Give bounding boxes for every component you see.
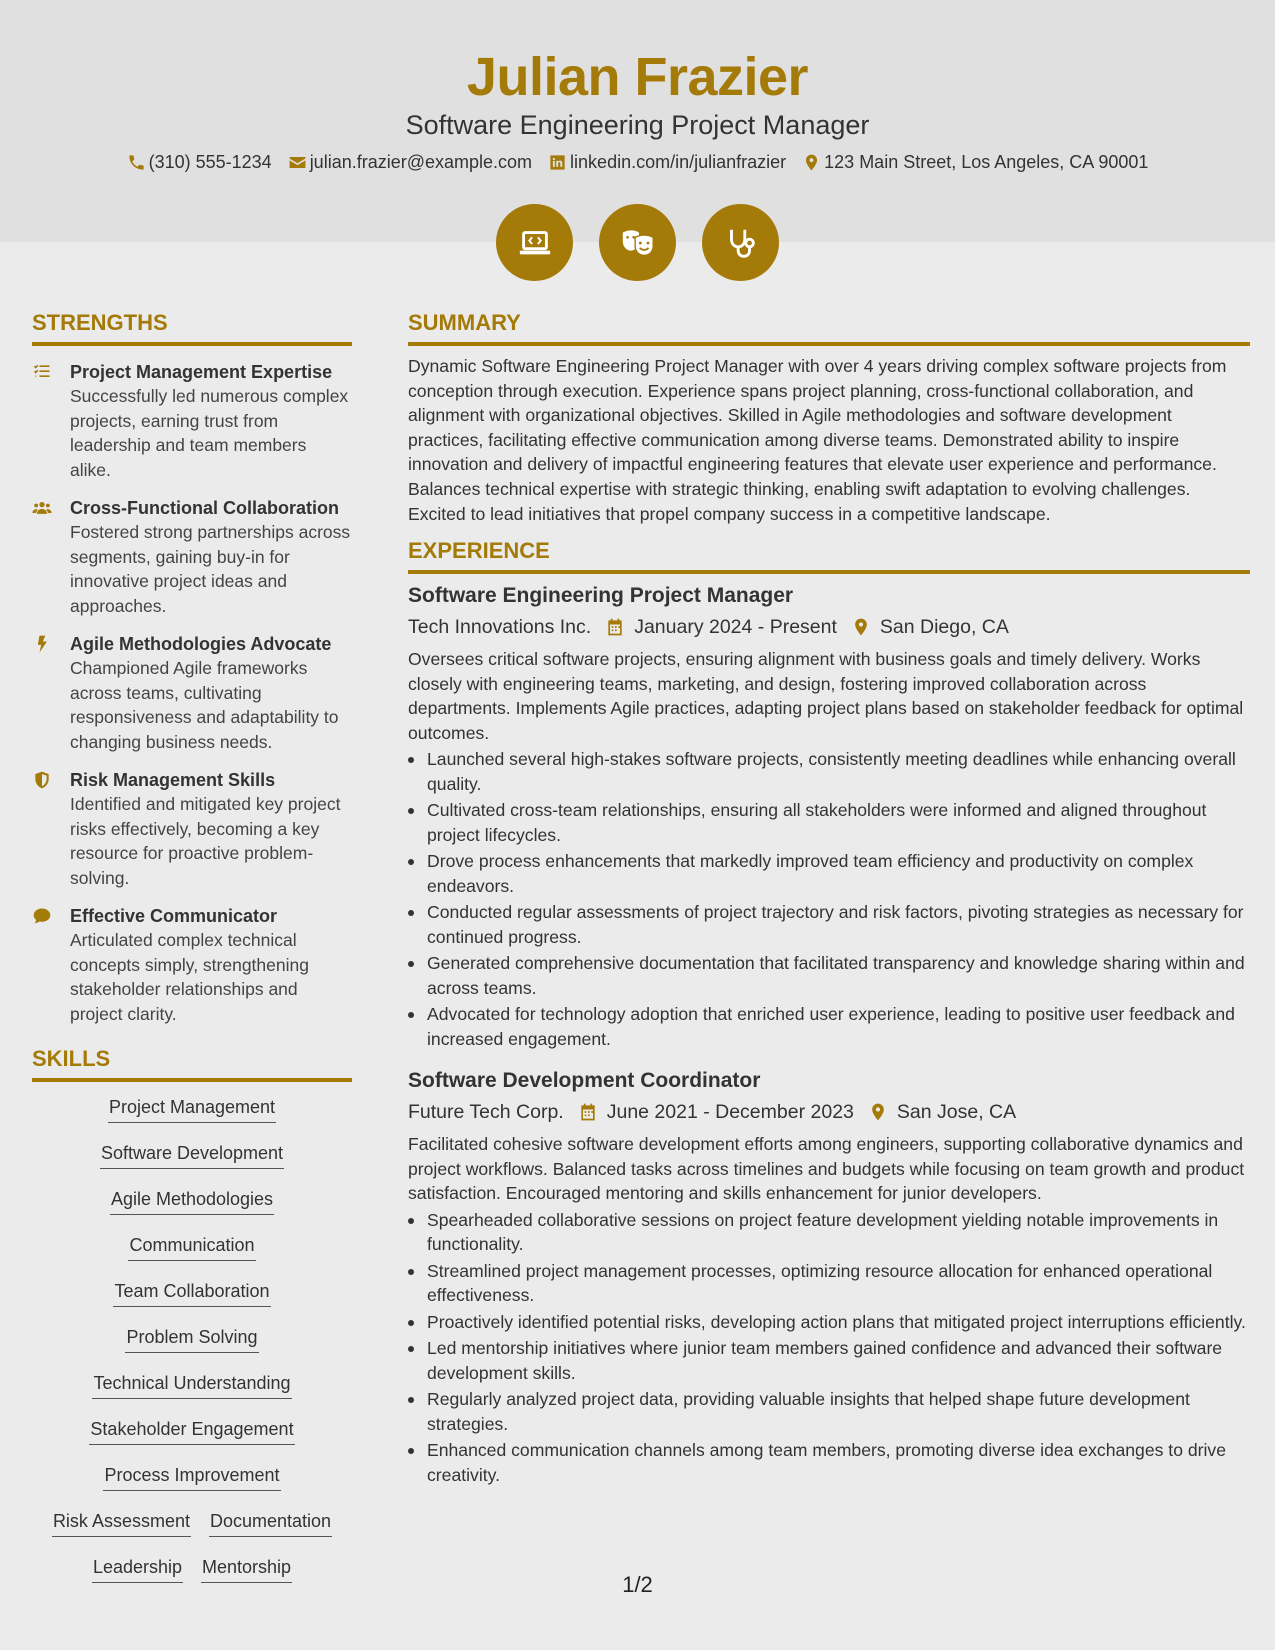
linkedin-icon (548, 153, 567, 172)
job-bullet: Launched several high-stakes software projects, consistently meeting deadlines while enhancing overall quality. (408, 747, 1250, 796)
skill-tag: Documentation (209, 1510, 332, 1537)
address-text: 123 Main Street, Los Angeles, CA 90001 (824, 152, 1149, 172)
job-bullet: Enhanced communication channels among team members, promoting diverse idea exchanges to drive creativity. (408, 1438, 1250, 1487)
job-bullet: Generated comprehensive documentation that facilitated transparency and knowledge sharing within and across teams. (408, 951, 1250, 1000)
strength-item (32, 496, 352, 618)
comment-icon (32, 906, 52, 926)
job-entry (408, 1067, 1250, 1487)
interest-circle-medical (702, 204, 779, 281)
skill-tag: Project Management (108, 1096, 276, 1123)
skill-tag: Leadership (92, 1556, 183, 1583)
candidate-name: Julian Frazier (466, 47, 809, 107)
shield-icon (32, 770, 52, 790)
job-bullet: Regularly analyzed project data, providing valuable insights that helped shape future development strategies. (408, 1387, 1250, 1436)
job-title: Software Engineering Project Manager (408, 584, 794, 608)
candidate-title: Software Engineering Project Manager (405, 110, 870, 140)
list-check-icon (32, 362, 52, 382)
job-dates: June 2021 - December 2023 (606, 1101, 854, 1124)
theater-masks-icon (619, 224, 657, 262)
contact-phone[interactable] (127, 152, 272, 173)
skill-tag: Stakeholder Engagement (89, 1418, 294, 1445)
envelope-icon (288, 153, 307, 172)
summary-text: Dynamic Software Engineering Project Manager with over 4 years driving complex software projects from conception through execution. Experience spans project planning, cross-functional collaboration, and alignment with organizational objectives. Skilled in Agile methodologies and software development practices, facilitating effective communication among diverse teams. Demonstrated ability to inspire innovation and delivery of impactful engineering features that elevate user experience and performance. Balances technical expertise with strategic thinking, enabling swift adaptation to evolving challenges. Excited to lead initiatives that propel company success in a competitive landscape. (408, 356, 1227, 524)
job-bullet: Cultivated cross-team relationships, ensuring all stakeholders were informed and aligned throughout project lifecycles. (408, 798, 1250, 847)
map-pin-icon (802, 153, 821, 172)
skill-tag: Software Development (100, 1142, 284, 1169)
job-entry (408, 582, 1250, 1051)
strength-item (32, 768, 352, 890)
linkedin-text: linkedin.com/in/julianfrazier (570, 152, 787, 172)
job-meta (408, 1098, 1250, 1126)
interest-circle-theater (599, 204, 676, 281)
job-title: Software Development Coordinator (408, 1069, 761, 1093)
skill-tag: Agile Methodologies (110, 1188, 274, 1215)
job-bullet: Conducted regular assessments of project trajectory and risk factors, pivoting strategies as necessary for continued progress. (408, 900, 1250, 949)
strength-desc: Successfully led numerous complex projects, earning trust from leadership and team members alike. (70, 386, 349, 480)
skills-list (32, 1096, 352, 1583)
skill-tag: Team Collaboration (113, 1280, 270, 1307)
job-bullet: Led mentorship initiatives where junior team members gained confidence and advanced their software development skills. (408, 1336, 1250, 1385)
skill-tag: Risk Assessment (52, 1510, 191, 1537)
job-bullets (408, 747, 1250, 1051)
left-column (32, 308, 352, 1583)
email-text: julian.frazier@example.com (309, 152, 533, 172)
job-bullet: Spearheaded collaborative sessions on project feature development yielding notable improvements in functionality. (408, 1208, 1250, 1257)
summary-heading: SUMMARY (408, 308, 1250, 346)
job-bullet: Streamlined project management processes, optimizing resource allocation for enhanced operational effectiveness. (408, 1259, 1250, 1308)
strength-name: Project Management Expertise (70, 362, 333, 382)
stethoscope-icon (722, 224, 760, 262)
job-bullet: Proactively identified potential risks, developing action plans that mitigated project interruptions efficiently. (408, 1310, 1250, 1335)
strength-name: Effective Communicator (70, 906, 278, 926)
skill-tag: Problem Solving (125, 1326, 258, 1353)
job-bullets (408, 1208, 1250, 1488)
strength-desc: Articulated complex technical concepts simply, strengthening stakeholder relationships and project clarity. (70, 930, 309, 1024)
job-dates: January 2024 - Present (634, 616, 837, 639)
job-bullet: Advocated for technology adoption that enriched user experience, leading to positive user feedback and increased engagement. (408, 1002, 1250, 1051)
skill-tag: Communication (128, 1234, 255, 1261)
strength-item (32, 904, 352, 1026)
strength-name: Risk Management Skills (70, 770, 276, 790)
calendar-icon (578, 1102, 598, 1122)
strength-desc: Identified and mitigated key project risks effectively, becoming a key resource for proactive problem-solving. (70, 794, 341, 888)
strength-name: Agile Methodologies Advocate (70, 634, 332, 654)
job-description: Oversees critical software projects, ensuring alignment with business goals and timely delivery. Works closely with engineering teams, marketing, and design, fostering improved collaboration across departments. Implements Agile practices, adapting project plans based on stakeholder feedback for optimal outcomes. (408, 649, 1244, 743)
job-company: Tech Innovations Inc. (408, 616, 592, 639)
contact-linkedin[interactable] (548, 152, 786, 173)
map-pin-icon (868, 1102, 888, 1122)
strength-desc: Fostered strong partnerships across segments, gaining buy-in for innovative project ideas and approaches. (70, 522, 351, 616)
interest-icons (0, 204, 1275, 281)
bolt-icon (32, 634, 52, 654)
job-location: San Diego, CA (879, 616, 1009, 639)
right-column (408, 308, 1250, 1489)
job-company: Future Tech Corp. (408, 1101, 564, 1124)
experience-heading: EXPERIENCE (408, 536, 1250, 574)
laptop-code-icon (516, 224, 554, 262)
contact-address (802, 152, 1148, 173)
skill-tag: Mentorship (201, 1556, 292, 1583)
contact-email[interactable] (288, 152, 532, 173)
skill-tag: Process Improvement (103, 1464, 280, 1491)
job-description: Facilitated cohesive software development efforts among engineers, supporting collaborative dynamics and project workflows. Balanced tasks across timelines and budgets while focusing on team growth and product satisfaction. Encouraged mentoring and skills enhancement for junior developers. (408, 1134, 1245, 1204)
phone-icon (127, 153, 146, 172)
strength-desc: Championed Agile frameworks across teams, cultivating responsiveness and adaptability to changing business needs. (70, 658, 339, 752)
strength-name: Cross-Functional Collaboration (70, 498, 340, 518)
job-meta (408, 613, 1250, 641)
users-icon (32, 498, 52, 518)
page-number: 1/2 (622, 1572, 653, 1597)
interest-circle-coding (496, 204, 573, 281)
strengths-heading: STRENGTHS (32, 308, 352, 346)
skills-heading: SKILLS (32, 1044, 352, 1082)
job-location: San Jose, CA (896, 1101, 1017, 1124)
skill-tag: Technical Understanding (92, 1372, 291, 1399)
contact-bar (0, 152, 1275, 173)
strength-item (32, 632, 352, 754)
strength-item (32, 360, 352, 482)
job-bullet: Drove process enhancements that markedly improved team efficiency and productivity on complex endeavors. (408, 849, 1250, 898)
calendar-icon (605, 617, 625, 637)
map-pin-icon (851, 617, 871, 637)
phone-text: (310) 555-1234 (148, 152, 272, 172)
